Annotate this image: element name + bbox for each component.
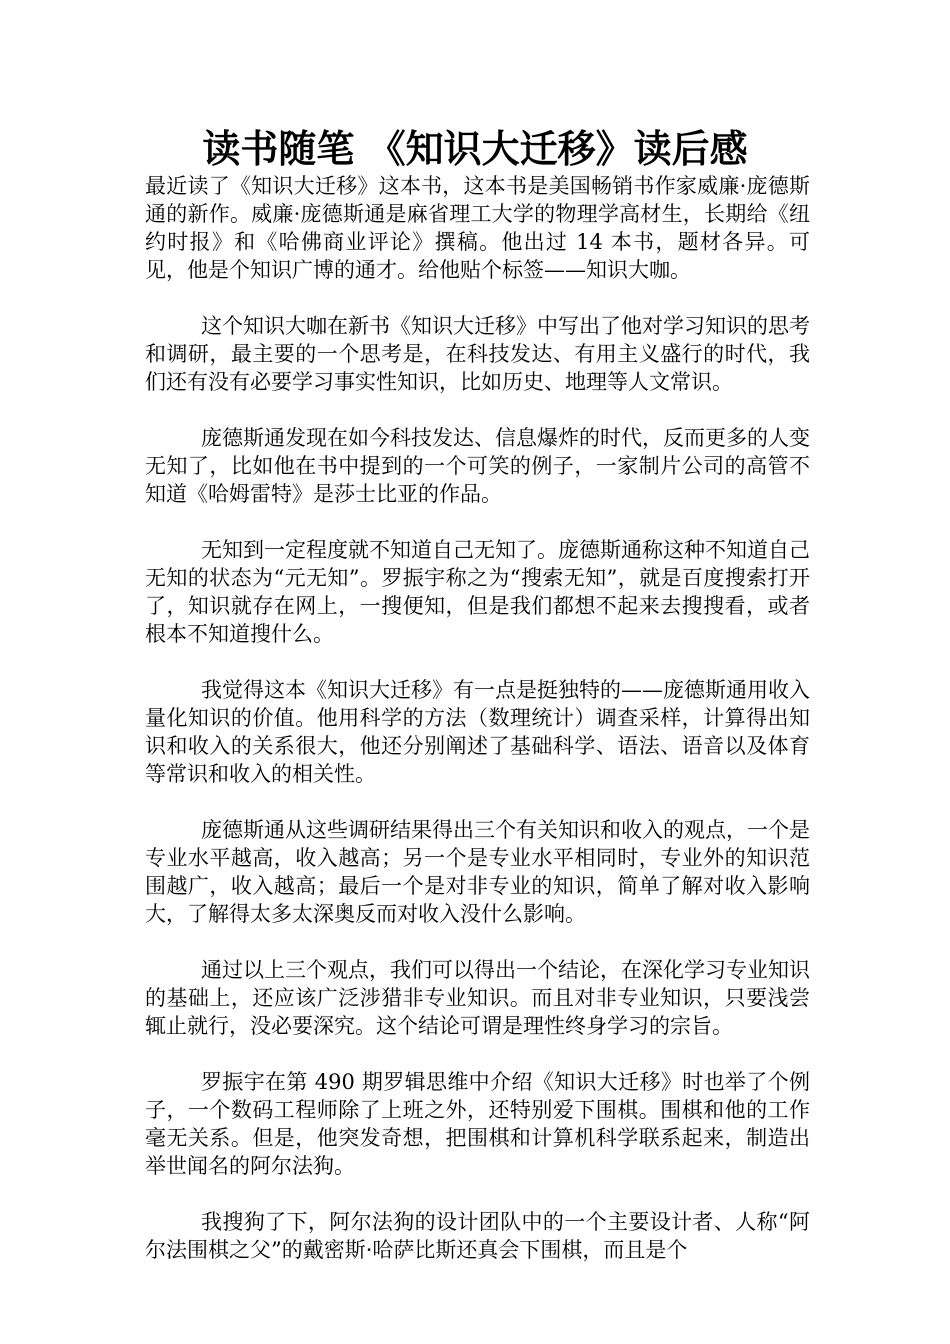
paragraph: 庞德斯通发现在如今科技发达、信息爆炸的时代，反而更多的人变无知了，比如他在书中提到的一个可笑的例子，一家制片公司的高管不知道《哈姆雷特》是莎士比亚的作品。 — [145, 426, 810, 506]
document-body — [145, 172, 810, 1292]
paragraph: 通过以上三个观点，我们可以得出一个结论，在深化学习专业知识的基础上，还应该广泛涉猎非专业知识。而且对非专业知识，只要浅尝辄止就行，没必要深究。这个结论可谓是理性终身学习的宗旨。 — [145, 958, 810, 1038]
paragraph: 罗振宇在第 490 期罗辑思维中介绍《知识大迁移》时也举了个例子，一个数码工程师除了上班之外，还特别爱下围棋。围棋和他的工作毫无关系。但是，他突发奇想，把围棋和计算机科学联系起来，制造出举世闻名的阿尔法狗。 — [145, 1070, 810, 1178]
paragraph: 这个知识大咖在新书《知识大迁移》中写出了他对学习知识的思考和调研，最主要的一个思考是，在科技发达、有用主义盛行的时代，我们还有没有必要学习事实性知识，比如历史、地理等人文常识。 — [145, 314, 810, 394]
paragraph: 无知到一定程度就不知道自己无知了。庞德斯通称这种不知道自己无知的状态为“元无知”。罗振宇称之为“搜索无知”，就是百度搜索打开了，知识就存在网上，一搜便知，但是我们都想不起来去搜搜看，或者根本不知道搜什么。 — [145, 538, 810, 646]
paragraph: 我觉得这本《知识大迁移》有一点是挺独特的——庞德斯通用收入量化知识的价值。他用科学的方法（数理统计）调查采样，计算得出知识和收入的关系很大，他还分别阐述了基础科学、语法、语音以及体育等常识和收入的相关性。 — [145, 678, 810, 786]
document-title: 读书随笔 《知识大迁移》读后感 — [202, 126, 748, 171]
paragraph: 庞德斯通从这些调研结果得出三个有关知识和收入的观点，一个是专业水平越高，收入越高；另一个是专业水平相同时，专业外的知识范围越广，收入越高；最后一个是对非专业的知识，简单了解对收入影响大，了解得太多太深奥反而对收入没什么影响。 — [145, 818, 810, 926]
paragraph: 最近读了《知识大迁移》这本书，这本书是美国畅销书作家威廉·庞德斯通的新作。威廉·庞德斯通是麻省理工大学的物理学高材生，长期给《纽约时报》和《哈佛商业评论》撰稿。他出过 14 本书，题材各异。可见，他是个知识广博的通才。给他贴个标签——知识大咖。 — [145, 174, 810, 282]
paragraph: 我搜狗了下，阿尔法狗的设计团队中的一个主要设计者、人称“阿尔法围棋之父”的戴密斯·哈萨比斯还真会下围棋，而且是个 — [145, 1210, 810, 1262]
